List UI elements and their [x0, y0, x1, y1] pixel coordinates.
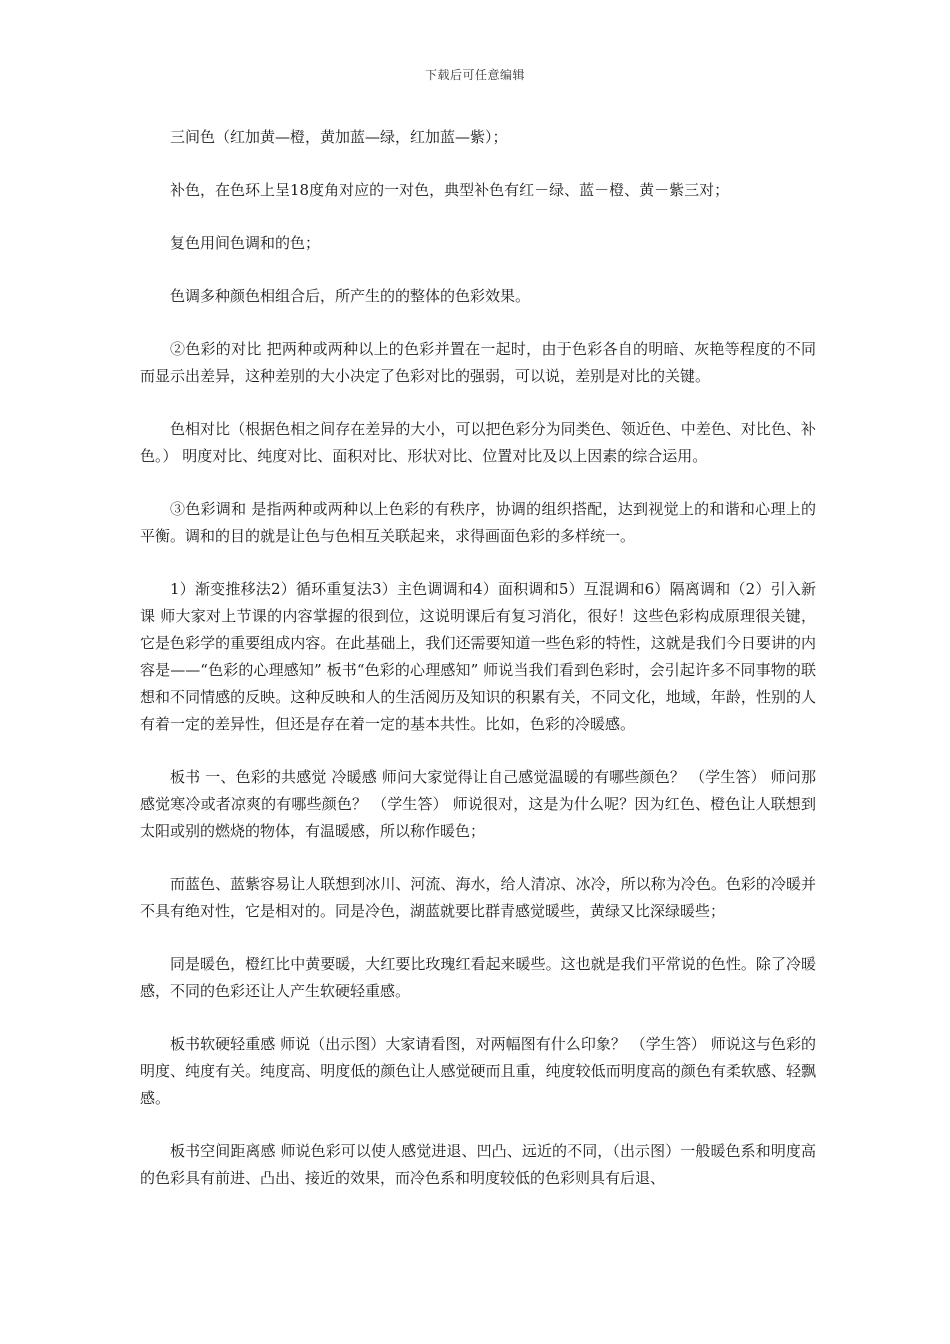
paragraph-hue-contrast: 色相对比（根据色相之间存在差异的大小，可以把色彩分为同类色、领近色、中差色、对比色、补色。） 明度对比、纯度对比、面积对比、形状对比、位置对比及以上因素的综合运用。 [140, 420, 816, 465]
paragraph-warm-cool-sense: 板书 一、色彩的共感觉 冷暖感 师问大家觉得让自己感觉温暖的有哪些颜色？ （学生答） 师问那感觉寒冷或者凉爽的有哪些颜色？ （学生答） 师说很对，这是为什么呢？因为红色、橙色让人联想到太阳或别的燃烧的物体，有温暖感，所以称作暖色； [140, 768, 816, 840]
paragraph-cool-colors: 而蓝色、蓝紫容易让人联想到冰川、河流、海水，给人清凉、冰冷，所以称为冷色。色彩的冷暖并不具有绝对性，它是相对的。同是冷色，湖蓝就要比群青感觉暖些，黄绿又比深绿暖些； [140, 875, 816, 920]
paragraph-spatial-distance: 板书空间距离感 师说色彩可以使人感觉进退、凹凸、远近的不同，（出示图）一般暖色系和明度高的色彩具有前进、凸出、接近的效果，而冷色系和明度较低的色彩则具有后退、 [140, 1142, 816, 1187]
paragraph-color-tone: 色调多种颜色相组合后，所产生的的整体的色彩效果。 [170, 287, 531, 305]
paragraph-complementary-colors: 补色，在色环上呈18度角对应的一对色，典型补色有红－绿、蓝－橙、黄－紫三对； [170, 181, 730, 199]
paragraph-color-contrast: ②色彩的对比 把两种或两种以上的色彩并置在一起时，由于色彩各自的明暗、灰艳等程度的不同而显示出差异，这种差别的大小决定了色彩对比的强弱，可以说，差别是对比的关键。 [140, 340, 816, 385]
paragraph-soft-hard-weight: 板书软硬轻重感 师说（出示图）大家请看图，对两幅图有什么印象？ （学生答） 师说这与色彩的明度、纯度有关。纯度高、明度低的颜色让人感觉硬而且重，纯度较低而明度高的颜色有柔软感、轻飘感。 [140, 1035, 816, 1107]
paragraph-tertiary-colors: 三间色（红加黄—橙，黄加蓝—绿，红加蓝—紫）； [170, 128, 508, 146]
paragraph-warm-colors: 同是暖色，橙红比中黄要暖，大红要比玫瑰红看起来暖些。这也就是我们平常说的色性。除了冷暖感，不同的色彩还让人产生软硬轻重感。 [140, 955, 816, 1000]
paragraph-harmony-methods: 1）渐变推移法2）循环重复法3）主色调调和4）面积调和5）互混调和6）隔离调和（2）引入新课 师大家对上节课的内容掌握的很到位，这说明课后有复习消化，很好！这些色彩构成原理很关键，它是色彩学的重要组成内容。在此基础上，我们还需要知道一些色彩的特性，这就是我们今日要讲的内容是——“色彩的心理感知” 板书“色彩的心理感知” 师说当我们看到色彩时，会引起许多不同事物的联想和不同情感的反映。这种反映和人的生活阅历及知识的积累有关，不同文化，地域，年龄，性别的人有着一定的差异性，但还是存在着一定的基本共性。比如，色彩的冷暖感。 [140, 580, 816, 733]
paragraph-compound-colors: 复色用间色调和的色； [170, 234, 321, 252]
page-header: 下载后可任意编辑 [424, 68, 525, 82]
paragraph-color-harmony: ③色彩调和 是指两种或两种以上色彩的有秩序，协调的组织搭配，达到视觉上的和谐和心理上的平衡。调和的目的就是让色与色相互关联起来，求得画面色彩的多样统一。 [140, 500, 816, 545]
document-body [140, 124, 816, 1218]
